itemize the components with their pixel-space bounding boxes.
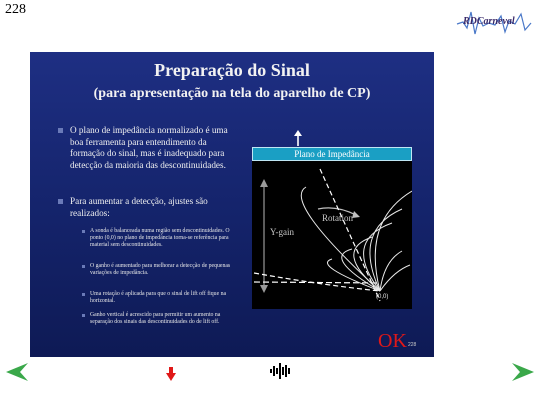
sub-bullet-text: Uma rotação é aplicada para que o sinal de lift off fique na horizontal.	[90, 291, 227, 305]
y-gain-label: Y-gain	[270, 227, 294, 237]
sub-bullet-item	[90, 312, 240, 326]
impedance-plane	[252, 161, 412, 309]
sub-bullet-text: O ganho é aumentado para melhorar a detecção de pequenas variações de impedância.	[90, 263, 231, 277]
arrow-down-icon	[166, 367, 176, 381]
logo-text: RDCarneval	[463, 16, 515, 27]
rotation-arrow-icon	[352, 211, 360, 218]
impedance-plane-header: Plano de Impedância	[252, 147, 412, 161]
sub-bullet-square-icon	[82, 265, 85, 268]
sub-bullet-square-icon	[82, 230, 85, 233]
origin-label: (0,0)	[376, 294, 389, 300]
audio-button[interactable]	[270, 363, 292, 384]
bullet-text: Para aumentar a detecção, ajustes são realizados:	[70, 196, 208, 218]
arrow-up-icon	[292, 130, 304, 146]
sub-bullet-square-icon	[82, 293, 85, 296]
sub-bullet-item	[90, 263, 240, 277]
logo	[455, 4, 533, 42]
y-gain-arrow-up-icon	[260, 179, 268, 187]
bullet-text: O plano de impedância normalizado é uma boa ferramenta para entendimento da formação do sinal, mas é inadequado para detecção da maioria das descontinuidades.	[70, 125, 228, 170]
bullet-square-icon	[58, 199, 63, 204]
bullet-item	[70, 196, 242, 219]
sub-bullet-text: A sonda é balanceada numa região sem descontinuidades. O ponto (0,0) no plano de impedância torna-se referência para material sem descontinuidades.	[90, 228, 230, 249]
slide-title: Preparação do Sinal	[154, 60, 310, 80]
signal-curves	[301, 187, 412, 291]
slide-number: 228	[408, 342, 417, 348]
bullet-square-icon	[58, 128, 63, 133]
audio-wave-icon	[270, 363, 292, 379]
sub-bullet-item	[90, 228, 240, 250]
sub-bullet-item	[90, 291, 240, 305]
next-slide-button[interactable]	[512, 363, 534, 386]
down-button[interactable]	[166, 367, 176, 386]
rotation-label: Rotation	[322, 213, 353, 223]
lift-off-horizontal-line	[254, 282, 380, 283]
sub-bullet-square-icon	[82, 314, 85, 317]
slide	[30, 52, 434, 357]
page-number: 228	[5, 2, 26, 17]
arrow-right-icon	[512, 363, 534, 381]
sub-bullet-text: Ganho vertical é acrescido para permitir um aumento na separação dos sinais das descontinuidades do de lift off.	[90, 312, 221, 326]
ok-label: OK	[378, 330, 407, 352]
arrow-left-icon	[6, 363, 28, 381]
slide-subtitle: (para apresentação na tela do aparelho de CP)	[93, 86, 371, 101]
y-gain-arrow-down-icon	[260, 285, 268, 293]
bullet-item	[70, 125, 242, 171]
previous-slide-button[interactable]	[6, 363, 28, 386]
